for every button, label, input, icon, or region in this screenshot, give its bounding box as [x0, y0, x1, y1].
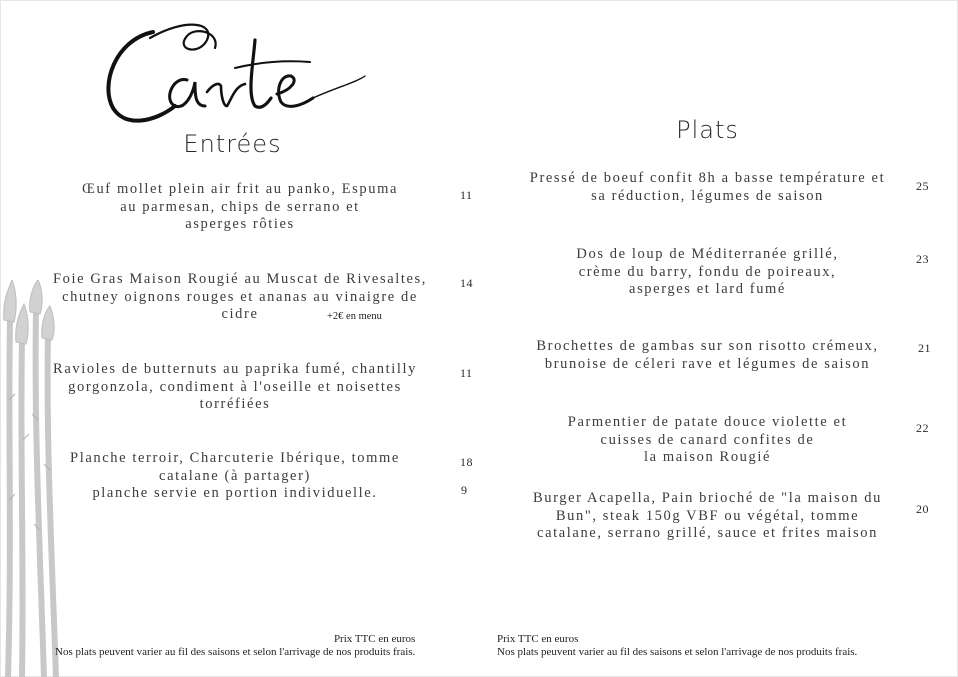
dish-line: Bun", steak 150g VBF ou végétal, tomme: [555, 507, 860, 524]
carte-logo: [95, 10, 370, 135]
dish-line: Parmentier de patate douce violette et: [567, 414, 848, 430]
footer-left-prix: Prix TTC en euros: [333, 633, 416, 645]
dish-line: Ravioles de butternuts au paprika fumé, chantilly: [53, 361, 417, 377]
dish-line: cidre: [221, 306, 259, 322]
dish-line: Burger Acapella, Pain brioché de "la maison du: [532, 490, 883, 506]
dish-line: Brochettes de gambas sur son risotto crémeux,: [536, 338, 879, 354]
plat-price-boeuf: 25: [916, 179, 929, 193]
plat-price-parmentier: 22: [916, 421, 929, 435]
dish-line: sa réduction, légumes de saison: [591, 187, 824, 204]
plat-item-boeuf: [505, 170, 910, 205]
entrees-heading: Entrées: [183, 130, 282, 158]
entree-item-ravioles: [30, 361, 440, 414]
entree-price-ravioles: 11: [460, 366, 473, 380]
dish-line: crème du barry, fondu de poireaux,: [578, 263, 837, 280]
dish-line: la maison Rougié: [643, 449, 772, 465]
entree-price-oeuf: 11: [460, 188, 473, 202]
plat-price-gambas: 21: [918, 341, 931, 355]
dish-line: Planche terroir, Charcuterie Ibérique, tomme: [70, 450, 400, 466]
entree-item-planche: [35, 450, 435, 503]
dish-line: gorgonzola, condiment à l'oseille et noisettes: [68, 378, 402, 395]
entree-item-oeuf: [40, 181, 440, 234]
footer-left: [55, 633, 415, 659]
dish-line: asperges et lard fumé: [629, 281, 786, 297]
entree-price-planche-individuelle: 9: [461, 483, 468, 497]
dish-line: catalane (à partager): [159, 467, 311, 484]
dish-line: Œuf mollet plein air frit au panko, Espuma: [81, 181, 399, 197]
entree-price-planche: 18: [460, 455, 473, 469]
dish-line: Foie Gras Maison Rougié au Muscat de Rivesaltes,: [53, 271, 427, 287]
plat-price-loup: 23: [916, 252, 929, 266]
dish-line: planche servie en portion individuelle.: [92, 485, 378, 501]
dish-line: catalane, serrano grillé, sauce et frites maison: [537, 525, 878, 541]
entree-item-foie-gras: [30, 271, 450, 324]
menu-supplement-note: +2€ en menu: [327, 311, 382, 322]
dish-line: asperges rôties: [185, 216, 295, 232]
dish-line: Pressé de boeuf confit 8h a basse température et: [529, 170, 886, 186]
plat-price-burger: 20: [916, 502, 929, 516]
footer-left-saisons: Nos plats peuvent varier au fil des saisons et selon l'arrivage de nos produits frais.: [55, 646, 416, 658]
plats-heading: Plats: [676, 116, 739, 144]
plat-item-loup: [505, 246, 910, 299]
dish-line: brunoise de céleri rave et légumes de saison: [544, 355, 871, 372]
dish-line: au parmesan, chips de serrano et: [120, 198, 360, 215]
plat-item-burger: [505, 490, 910, 543]
dish-line: cuisses de canard confites de: [600, 431, 815, 448]
footer-right: [497, 633, 857, 659]
footer-right-prix: Prix TTC en euros: [497, 633, 579, 645]
plat-item-parmentier: [505, 414, 910, 467]
dish-line: chutney oignons rouges et ananas au vinaigre de: [62, 288, 418, 305]
footer-right-saisons: Nos plats peuvent varier au fil des saisons et selon l'arrivage de nos produits frais.: [497, 646, 858, 658]
plat-item-gambas: [505, 338, 910, 373]
dish-line: Dos de loup de Méditerranée grillé,: [576, 246, 839, 262]
dish-line: torréfiées: [199, 396, 271, 412]
entree-price-foie-gras: 14: [460, 276, 473, 290]
